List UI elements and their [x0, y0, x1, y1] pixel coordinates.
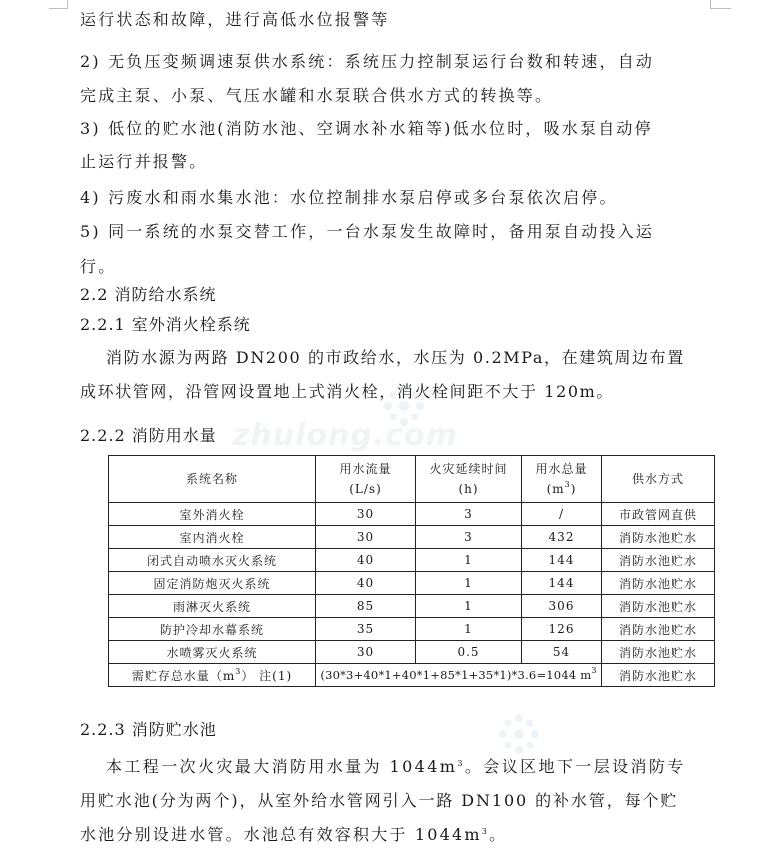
table-row [109, 549, 715, 572]
cell-supply: 消防水池贮水 [602, 526, 715, 549]
table-row [109, 641, 715, 664]
table-body [109, 503, 715, 664]
header-fire-duration-label: 火灾延续时间 [429, 462, 508, 476]
cell-duration: 3 [416, 526, 522, 549]
paragraph-storage-line1: 本工程一次火灾最大消防用水量为 $1044m^3$。会议区地下一层设消防专 [106, 757, 686, 776]
cell-flow: 40 [316, 572, 416, 595]
header-supply-method: 供水方式 [602, 456, 715, 503]
header-fire-duration [416, 456, 522, 503]
paragraph-storage-line3: 水池分别设进水管。水池总有效容积大于 $1044m^3$。 [80, 825, 508, 844]
page-margin-mark-left [49, 0, 68, 9]
header-total-volume [522, 456, 602, 503]
cell-name: 防护冷却水幕系统 [109, 618, 316, 641]
table-row [109, 595, 715, 618]
cell-duration: 3 [416, 503, 522, 526]
header-total-volume-unit: $(m^3)$ [546, 480, 577, 496]
cell-flow: 30 [316, 503, 416, 526]
summary-supply: 消防水池贮水 [602, 664, 715, 687]
cell-total: 144 [522, 572, 602, 595]
cell-total: 126 [522, 618, 602, 641]
cell-total: / [522, 503, 602, 526]
list-item-3-line2: 止运行并报警。 [80, 152, 208, 171]
cell-supply: 消防水池贮水 [602, 572, 715, 595]
table-row [109, 526, 715, 549]
cell-flow: 40 [316, 549, 416, 572]
cell-name: 雨淋灭火系统 [109, 595, 316, 618]
cell-duration: 1 [416, 572, 522, 595]
paragraph-water-source-line2: 成环状管网，沿管网设置地上式消火栓，消火栓间距不大于 120m。 [80, 382, 614, 401]
cell-duration: 1 [416, 549, 522, 572]
watermark-logo-icon [497, 712, 541, 756]
list-item-2-line2: 完成主泵、小泵、气压水罐和水泵联合供水方式的转换等。 [80, 86, 554, 105]
table-row [109, 503, 715, 526]
body-text-line: 运行状态和故障，进行高低水位报警等 [80, 10, 390, 29]
fire-water-demand-table [108, 455, 715, 687]
cell-name: 室外消火栓 [109, 503, 316, 526]
cell-supply: 消防水池贮水 [602, 595, 715, 618]
table-row [109, 572, 715, 595]
cell-flow: 30 [316, 526, 416, 549]
cell-duration: 0.5 [416, 641, 522, 664]
cell-name: 固定消防炮灭火系统 [109, 572, 316, 595]
header-flow-rate-label: 用水流量 [339, 462, 392, 476]
cell-name: 闭式自动喷水灭火系统 [109, 549, 316, 572]
header-fire-duration-unit: (h) [458, 482, 479, 496]
cell-flow: 35 [316, 618, 416, 641]
cell-name: 水喷雾灭火系统 [109, 641, 316, 664]
cell-supply: 消防水池贮水 [602, 618, 715, 641]
paragraph-water-source-line1: 消防水源为两路 DN200 的市政给水，水压为 0.2MPa，在建筑周边布置 [106, 348, 685, 367]
header-total-volume-label: 用水总量 [535, 462, 588, 476]
page-margin-mark-right [710, 0, 731, 9]
section-heading-2-2-3: 2.2.3 消防贮水池 [80, 720, 217, 739]
paragraph-storage-line2: 用贮水池(分为两个)，从室外给水管网引入一路 DN100 的补水管，每个贮 [80, 791, 679, 810]
section-heading-2-2: 2.2 消防给水系统 [80, 285, 217, 304]
summary-formula: (30*3+40*1+40*1+85*1+35*1)*3.6=1044 $m^3$ [316, 664, 602, 687]
list-item-5-line1: 5) 同一系统的水泵交替工作，一台水泵发生故障时，备用泵自动投入运 [80, 222, 655, 241]
cell-name: 室内消火栓 [109, 526, 316, 549]
cell-total: 306 [522, 595, 602, 618]
cell-flow: 85 [316, 595, 416, 618]
cell-supply: 消防水池贮水 [602, 641, 715, 664]
list-item-4: 4) 污废水和雨水集水池：水位控制排水泵启停或多台泵依次启停。 [80, 188, 618, 207]
table-row [109, 618, 715, 641]
table-header-row [109, 456, 715, 503]
cell-supply: 市政管网直供 [602, 503, 715, 526]
header-flow-rate [316, 456, 416, 503]
cell-supply: 消防水池贮水 [602, 549, 715, 572]
watermark-text: zhulong.com [232, 418, 458, 453]
section-heading-2-2-2: 2.2.2 消防用水量 [80, 426, 217, 445]
header-system-name: 系统名称 [109, 456, 316, 503]
watermark-logo-icon [382, 384, 426, 428]
cell-total: 144 [522, 549, 602, 572]
list-item-3-line1: 3) 低位的贮水池(消防水池、空调水补水箱等)低水位时，吸水泵自动停 [80, 119, 653, 138]
cell-total: 54 [522, 641, 602, 664]
list-item-2-line1: 2) 无负压变频调速泵供水系统：系统压力控制泵运行台数和转速，自动 [80, 52, 655, 71]
cell-duration: 1 [416, 618, 522, 641]
cell-duration: 1 [416, 595, 522, 618]
cell-total: 432 [522, 526, 602, 549]
list-item-5-line2: 行。 [80, 257, 117, 276]
summary-label: 需贮存总水量$(m^3)$ 注(1) [109, 664, 316, 687]
cell-flow: 30 [316, 641, 416, 664]
table-summary-row [109, 664, 715, 687]
section-heading-2-2-1: 2.2.1 室外消火栓系统 [80, 315, 251, 334]
header-flow-rate-unit: (L/s) [349, 482, 382, 496]
